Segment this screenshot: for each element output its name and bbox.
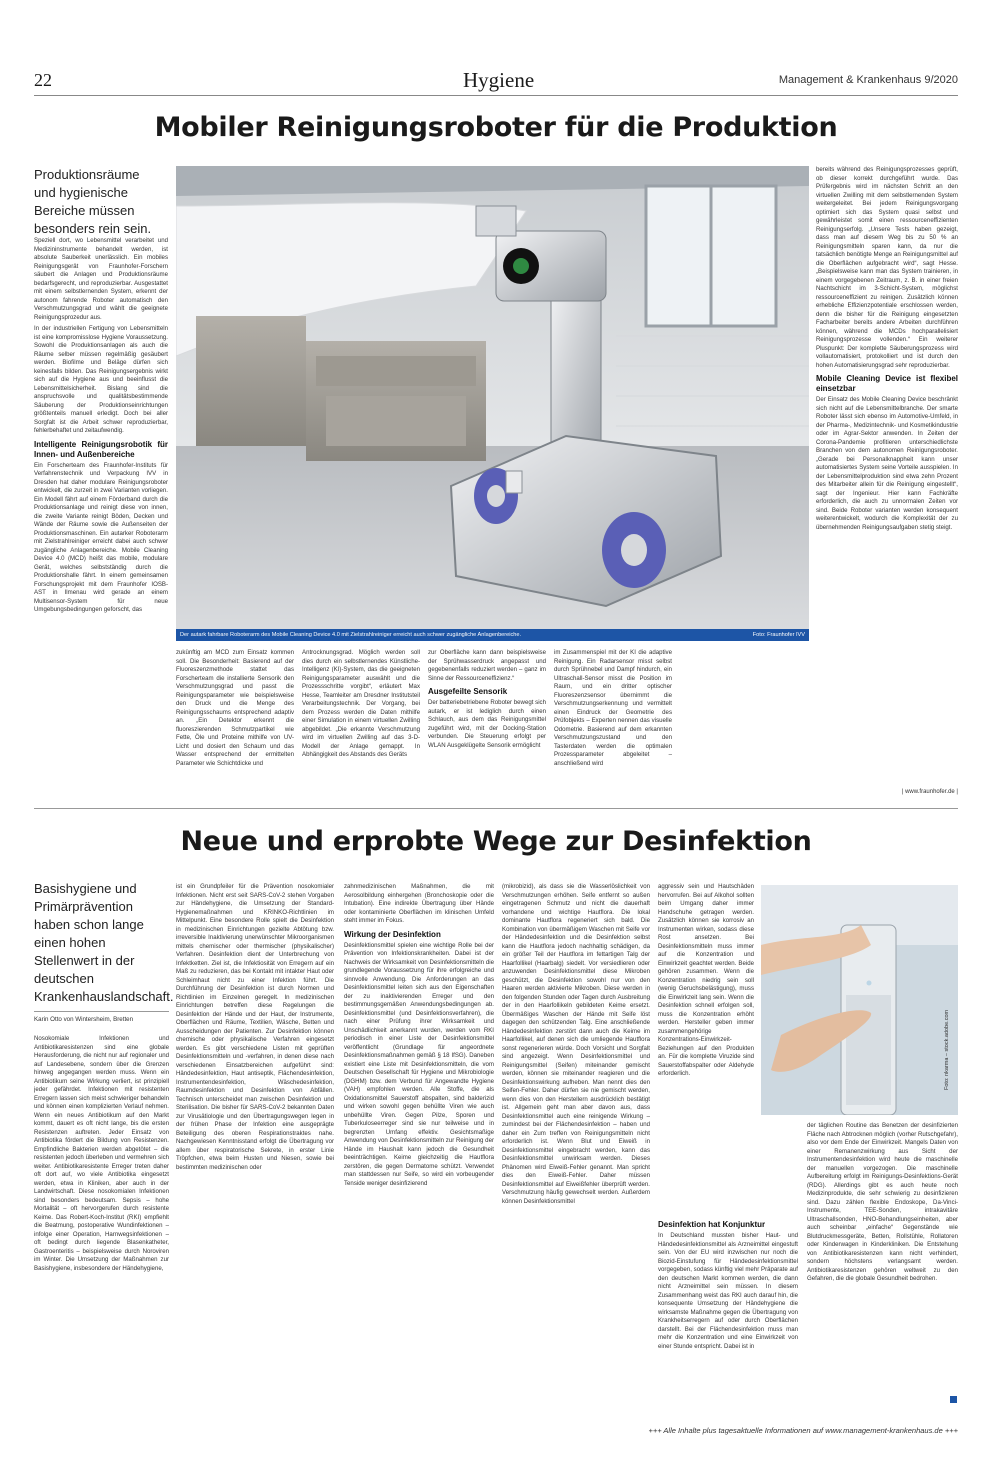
article2-col5b (658, 1216, 798, 1415)
photo2-credit: Foto: nkarma – stock.adobe.com (944, 1009, 950, 1090)
article2-title: Neue und erprobte Wege zur Desinfektion (180, 826, 812, 857)
paragraph: der täglichen Routine das Benetzen der desinfizierten Fläche nach Abtrocknen möglich (vorher Rutschgefahr), also vor dem Ende der Einwirkzeit. Mangels Daten von einer Remanenzwirkung aus Sicht der Instrumentendesinfektion wird heute die maschinelle der manuellen vorgezogen. Die maschinelle Aufbereitung erfolgt im Reinigungs-Desinfektions-Gerät (RDG). Allerdings gibt es auch heute noch Medizinprodukte, die sehr schwierig zu desinfizieren sind. Dazu zählen flexible Endoskope, Da-Vinci-Instrumente, TEE-Sonden, intrakavitäre Ultraschallsonden, HNO-Behandlungseinheiten, aber auch scheinbar „einfache“ Gegenstände wie Blutdruckmessgeräte, Betten, Rollstühle, Rollatoren oder Kinderwagen in Kinderkliniken. Die Entstehung von Antibiotikaresistenzen kann nicht verhindert, sondern höchstens verlangsamt werden. Antibiotikaresistenzen gehören weltweit zu den Gefahren, die die globale Gesundheit bedrohen. (807, 1122, 958, 1282)
paragraph: Der batteriebetriebene Roboter bewegt sich autark, er ist lediglich durch einen Schlauch, aus dem das Reinigungsmittel zugeführt wird, mit der Docking-Station verbunden. Die Steuerung erfolgt per WLAN Ausgeklügelte Sensorik ermöglicht (428, 699, 546, 749)
paragraph: zahnmedizinischen Maßnahmen, die mit Aerosolbildung einhergehen (Bronchoskopie oder die Intubation). Eine indirekte Übertragung über Hände oder kontaminierte Oberflächen im klinischen Umfeld steht immer im Fokus. (344, 883, 494, 924)
paragraph: In der industriellen Fertigung von Lebensmitteln ist eine kompromisslose Hygiene Voraussetzung. Sowohl die Produktionsanlagen als auch die Räume selber müssen regelmäßig gesäubert werden. Biofilme und Beläge dürfen sich keinesfalls bilden. Das Reinigungsergebnis wirkt sich auf die Hygiene aus und beeinflusst die Lebensmittelsicherheit. Bislang sind die anspruchsvolle und qualitätsbestimmende Säuberung der Produktionseinrichtungen größtenteils manuell erledigt. Doch bei aller Sorgfalt ist die Arbeit schwer reproduzierbar, fehlerbehaftet und zeitaufwendig. (34, 325, 168, 434)
article1-title: Mobiler Reinigungsroboter für die Produktion (154, 112, 838, 143)
paragraph: im Zusammenspiel mit der KI die adaptive Reinigung. Ein Radarsensor misst selbst durch Sprühnebel und Dampf hindurch, ein Ultraschall-Sensor misst die Position im Raum, und ein dritter optischer Fluoreszenzsensor übernimmt die Verschmutzungserkennung und vermittelt einen Eindruck der Geometrie des Prüfobjekts – Experten nennen das visuelle Odometrie. Basierend auf dem erkannten Verschmutzungszustand und den Tasterdaten werden die optimalen Prozessparameter abgeleitet – anschließend wird (554, 649, 672, 767)
hand-disinfection-photo (761, 885, 958, 1115)
subheading: Ausgefeilte Sensorik (428, 687, 508, 696)
photo-caption (176, 629, 809, 641)
article1-col3 (302, 649, 420, 799)
paragraph: Nosokomiale Infektionen und Antibiotikaresistenzen sind eine globale Herausforderung, die nicht nur auf regionaler und auf Landesebene, sondern über die Grenzen hinweg angegangen werden muss. Wenn ein Antibiotikum seine Wirkung verliert, ist prinzipiell jeder gefährdet. Infektionen mit resistenten Erregern lassen sich meist schwieriger behandeln und können einen komplizierten Verlauf nehmen. Wenn ein neues Antibiotikum auf den Markt kommt, dauert es oft nicht lange, bis die ersten Resistenzen auftreten. Jeder Einsatz von Antibiotika fördert die Bildung von Resistenzen. Empfindliche Bakterien werden abgetötet – die resistenten jedoch überleben und vermehren sich weiter. Antibiotikaresistente Erreger treten daher oft dort auf, wo viele Antibiotika eingesetzt werden, etwa in Kliniken, aber auch in der Landwirtschaft. Diese nosokomialen Infektionen sind besonders bedeutsam. Sepsis – hohe Mortalität – oft hervorgerufen durch resistente Keime. Das Robert-Koch-Institut (RKI) empfiehlt die Beatmung, postoperative Wundinfektionen – infolge einer Operation, Harnwegsinfektionen – oft bedingt durch liegende Blasenkatheter, Gastroenteritis – beispielsweise durch Noroviren im Winter. Die Umsetzung der Maßnahmen zur Basishygiene, insbesondere der Händehygiene, (34, 1035, 169, 1272)
paragraph: Der Einsatz des Mobile Cleaning Device beschränkt sich nicht auf die Lebensmittelbranche. Der smarte Roboter lässt sich ebenso im Automotive-Umfeld, in der Pharma-, Medizintechnik- und Kosmetikindustrie oder im Agrar-Sektor anwenden. In Zeiten der Corona-Pandemie profitieren unterschiedlichste Branchen von dem autonomen Reinigungsroboter. „Gerade bei Personalknappheit kann unser automatisiertes System seine Vorteile ausspielen. In der Lebensmittelproduktion sind etwa zehn Prozent des Mitarbeiter allein für die Reinigung eingestellt“, sagt der Ingenieur. Hier kann Fachkräfte erforderlich, die auch zu unnormalen Zeiten vor sind. Beide Roboter varianten werden konsequent weiterentwickelt, wodurch die Komplexität der zu übernehmenden Reinigungsaufgaben stetig steigt. (816, 396, 958, 531)
caption-text: Der autark fahrbare Roboterarm des Mobile Cleaning Device 4.0 mit Zielstrahlreiniger erreicht auch schwer zugängliche Anlagenbereiche. (180, 632, 522, 638)
subheading: Mobile Cleaning Device ist flexibel einsetzbar (816, 374, 958, 393)
hand-dispenser-illustration (761, 885, 958, 1115)
author-rule (34, 1011, 169, 1012)
article1-col1 (34, 237, 168, 792)
paragraph: Desinfektionsmittel spielen eine wichtige Rolle bei der Prävention von Infektionskrankheiten. Dabei ist der Nachweis der Wirksamkeit von Desinfektionsmitteln die grundlegende Voraussetzung für ihre erfolgreiche und sinnvolle Anwendung. Die Anforderungen an das Desinfektionsmittel leiten sich aus den Eigenschaften der zu inaktivierenden Erreger und den bestimmungsgemäßen Anwendungsbedingungen ab. Desinfektionsmittel (und Desinfektionsverfahren), die nach einer Prüfung ihrer Wirksamkeit und Unschädlichkeit anerkannt wurden, werden vom RKI periodisch in einer Liste der Desinfektionsmittel veröffentlicht (Grundlage für angeordnete Desinfektionsmaßnahmen gemäß § 18 IfSG). Daneben existiert eine Liste mit Desinfektionsmitteln, die vom Deutschen Gesellschaft für Hygiene und Mikrobiologie (DGHM) bzw. dem Verbund für Angewandte Hygiene (VAH) empfohlen werden. Alle Stoffe, die als Oxidationsmittel Sauerstoff abspalten, sind bakterizid und wirken sowohl gegen behüllte Viren wie auch unbehüllte Viren. Gegen Pilze, Sporen und Tuberkuloseerreger sind sie nur teilweise und in begrenzten Umfang effektiv. Gesichtsmaßige Anwendung von Desinfektionsmitteln zur Reinigung der Hände im Haushalt kann jedoch die Gesundheit beeinträchtigen. Keime gleichzeitig die Hautflora zerstören, die gegen Dermatome schützt. Verwendet man stattdessen nur Seife, so wird ein vorbeugender Tenside weniger desinfizierend (344, 941, 494, 1187)
article2-col3 (344, 883, 494, 1415)
article2-col1 (34, 1035, 169, 1415)
article1-lead: Produktionsräume und hygienische Bereiche müssen besonders rein sein. (34, 167, 152, 236)
article1-source: | www.fraunhofer.de | (901, 789, 958, 795)
author-line: Karin Otto von Wintersheim, Bretten (34, 1016, 134, 1023)
subheading: Intelligente Reinigungsrobotik für Innen- und Außenbereiche (34, 439, 168, 459)
paragraph: Ein Forscherteam des Fraunhofer-Instituts für Verfahrenstechnik und Verpackung IVV in Dresden hat daher modulare Reinigungsroboter entwickelt, die zurzeit in zwei Varianten vorliegen. Ein Modell fährt auf einem Förderband durch die Produktionsanlage und reinigt diese von innen, die zweite Variante reinigt Böden, Decken und Wände der Räume sowie die Außenseiten der Produktionsmaschinen. Ein autarker Roboterarm mit Zielstrahlreiniger erreicht dabei auch schwer zugängliche Anlagenbereiche. Mobile Cleaning Device 4.0 (MCD) heißt das mobile, modulare Gerät, welches selbstständig durch die Produktionshalle fährt. In einem gemeinsamen Forschungsprojekt mit dem Fraunhofer IOSB-AST in Ilmenau wird gerade an einem Multisensor-System für neue Umgebungsbedingungen geforscht, das (34, 461, 168, 613)
robot-illustration (176, 166, 809, 629)
paragraph: Speziell dort, wo Lebensmittel verarbeitet und Medizininstrumente behandelt werden, ist absolute Sauberkeit unerlässlich. Ein mobiles Reinigungsgerät von Fraunhofer-Forschern säubert die Anlagen und Produktionsräume bedarfsgerecht, und reproduzierbar. Ausgestattet mit einem selbstlernenden System, erkennt der autonom fahrende Roboter automatisch den Verschmutzungsgrad und wählt die geeignete Reinigungsprozedur aus. (34, 237, 168, 321)
page-number: 22 (34, 70, 52, 90)
article2-col2 (176, 883, 334, 1415)
article-divider (34, 808, 958, 809)
paragraph: ist ein Grundpfeiler für die Prävention nosokomialer Infektionen. Nicht erst seit SARS-CoV-2 stehen Vorgaben zur Händehygiene, die Umsetzung der Standard-Hygienemaßnahmen und KRINKO-Richtlinien im Mittelpunkt. Eine besondere Rolle spielt die Desinfektion in medizinischen Einrichtungen gezielte Abtötung bzw. irreversible Inaktivierung unerwünschter Mikroorganismen mittels chemischer oder thermischer (physikalischer) Verfahren. Desinfektion dient der Unterbrechung von Infektketten. Ziel ist, die Infektiosität von Erregern auf ein Maß zu reduzieren, das bei Kontakt mit intakter Haut oder Schleimhaut nicht zu einer Infektion führt. Die Durchführung der Desinfektion ist durch Normen und Richtlinien im Einzelnen geregelt. In medizinischen Einrichtungen betreffen diese Regelungen die Desinfektion der Hände und der Haut, der Instrumente, Oberflächen und Räume, Textilien, Wäsche, Betten und Ausscheidungen der Patienten. Zur Desinfektion können chemische oder physikalische Verfahren eingesetzt werden. Es gibt verschiedene Listen mit geprüften Desinfektionsmitteln und -verfahren, in denen diese nach verschiedenen Einsatzbereichen aufgeführt sind: Händedesinfektion, Haut antiseptik, Flächendesinfektion, Instrumentendesinfektion, Wäschedesinfektion, Raumdesinfektion und Desinfektion von Abfällen. Technisch unterscheidet man zwischen Desinfektion und Sterilisation. Die bisher für SARS-CoV-2 bekannten Daten zur Virusätiologie und den Übertragungswegen legen in der frühen Phase der Infektion eine ausgeprägte Beteiligung des oberen Respirationstraktes nahe. Nachgewiesen Kenntnisstand erfolgt die Übertragung vor allem über respiratorische Sekrete, in erster Linie Tröpfchen, etwa beim Husten und Niesen, sowie bei bestimmten medizinischen oder (176, 883, 334, 1171)
paragraph: aggressiv sein und Hautschäden hervorrufen. Bei auf Alkohol sollten beim Umgang daher immer Handschuhe getragen werden. Zusätzlich können sie korrosiv an Instrumenten wirken, sodass diese Rost ansetzen. Bei Desinfektionsmitteln muss immer auf die Konzentration und Einwirkzeit geachtet werden. Beide gehören zusammen. Wenn die Konzentration niedrig sein soll (wenig Geruchsbelästigung), muss die Einwirkzeit lang sein. Wenn die Desinfektion schnell erfolgen soll, muss die Konzentration erhöht werden. Hersteller geben immer zusammengehörige Konzentrations-Einwirkzeit-Beziehungen auf den Produkten an. Für die komplette Viruzide sind Sauerstoffabspalter oder Aldehyde erforderlich. (658, 883, 754, 1077)
article2-col6 (807, 1122, 958, 1392)
subheading: Desinfektion hat Konjunktur (658, 1220, 766, 1229)
publication-info: Management & Krankenhaus 9/2020 (778, 74, 958, 86)
paragraph: bereits während des Reinigungsprozesses geprüft, ob dieser korrekt durchgeführt wurde. Das Prüfergebnis wird im nächsten Schritt an den virtuellen Zwilling mit dem selbstlernenden System weitergeleitet. Bei jedem Reinigungsvorgang optimiert sich das System quasi selbst und gewährleistet somit einen ressourceneffizienten Reinigungserfolg. „Unsere Tests haben gezeigt, dass man auf diesem Weg bis zu 50 % an Reinigungsmitteln sparen kann, da nur die tatsächlich benötigte Menge an Reinigungsmittel auf die Oberflächen aufgebracht wird“, sagt Hesse. „Beispielsweise kann man das System trainieren, in einem vorgegebenen Zeitraum, z. B. in einer freien Nachtschicht im 3-Schicht-System, möglichst ressourceneffizient zu reinigen. Zusätzlich können erhebliche Effizienzpotentiale erschlossen werden, denn die bisher für die Reinigung eingesetzten Facharbeiter bereits andere Arbeiten durchführen können, während die MCDs hochparallelisiert Reinigungsprozesse vollenden.“ Ein weiterer Pluspunkt: Der komplette Säuberungsprozess wird vollautomatisiert, protokolliert und ist durch den hohen Automatisierungsgrad sehr reproduzierbar. (816, 166, 958, 369)
article2-col4 (502, 883, 650, 1415)
article1-col6 (816, 166, 958, 786)
article-end-marker (950, 1396, 957, 1403)
paragraph: zukünftig am MCD zum Einsatz kommen soll. Die Besonderheit: Basierend auf der Fluoreszenzmethode stattet das Forscherteam die installierte Sensorik den Verschmutzungsgrad und passt die Reinigungsparameter wie beispielsweise den Druck und die Menge des Reinigungsschaums entsprechend adaptiv an. „Ein Detektor erkennt die fluoreszierenden Schmutzpartikel wie Fette, Öle und Proteine mithilfe von UV-Licht und dosiert den Schaum und das Wasser entsprechend der ermittelten Parameter wie Schichtdicke und (176, 649, 294, 767)
robot-photo (176, 166, 809, 629)
article1-col5 (554, 649, 672, 799)
footer-text[interactable]: +++ Alle Inhalte plus tagesaktuelle Informationen auf www.management-krankenhaus.de +++ (648, 1426, 958, 1435)
section-title: Hygiene (463, 68, 535, 92)
paragraph: zur Oberfläche kann dann beispielsweise der Sprühwasserdruck angepasst und gegebenenfalls reduziert werden – ganz im Sinne der Ressourceneffizienz.“ (428, 649, 546, 682)
subheading: Wirkung der Desinfektion (344, 929, 441, 939)
article2-lead: Basishygiene und Primärprävention haben schon lange einen hohen Stellenwert in der deutschen Krankenhauslandschaft. (34, 881, 174, 1004)
paragraph: Antrocknungsgrad. Möglich werden soll dies durch ein selbstlernendes Künstliche-Intelligenz (KI)-System, das die geeigneten Reinigungsparameter auswählt und die Prozessschritte vorgibt“, erläutert Max Hesse, Teamleiter am Dresdner Institutsteil Verarbeitungstechnik. Der Vorgang, bei dem Prozess werden die Daten mithilfe einer Simulation in einem virtuellen Zwilling abgebildet. „Die erkannte Verschmutzung wird im virtuellen Zwilling auf das 3-D-Modell der Anlage gemappt. In Abhängigkeit des Abstands des Geräts (302, 649, 420, 758)
article2-col5a (658, 883, 754, 1213)
header-rule (34, 95, 958, 96)
photo-credit: Foto: Fraunhofer IVV (752, 632, 805, 638)
paragraph: (mikrobizid), als dass sie die Wasserlöslichkeit von Verschmutzungen erhöhen. Seife entfernt so außen eingetragenen Schmutz und nicht die dauerhaft vorhandene und wichtige Hautflora. Die lokal dominante Hautflora regeneriert sich bald. Die Kombination von übermäßigem Waschen mit Seife vor der Händedesinfektion und die Desinfektion selbst kann die Hautflora jedoch nachhaltig schädigen, da ein größer Teil der Hautflora im fettartigen Talg der Haarfollikel (Haarbalg) siedelt. Vor versiedlieren oder anzuwenden Desinfektionsmittel diese Mikroben geschützt, die Desinfektion sowohl nur von den Haaren werden aktivierte Mikroben. Diese werden in den folgenden Stunden oder Tagen durch Ausbreitung der in den Haarfollikeln gebildeten Keime ersetzt. Übermäßiges Waschen der Hände mit Seife löst dagegen den schützenden Talg. Eine anschließende Händedesinfektion zerstört dann auch die Keime im Haarfollikel, auf denen sich die umliegende Hautflora sonst regenerieren würde. Doch Vorsicht und Sorgfalt sind angezeigt. Wenn Desinfektionsmittel und Reinigungsmittel (Seifen) miteinander gemischt werden, können sie miteinander reagieren und die Desinfektionswirkung aufheben. Man nennt dies den Seifen-Fehler. Daher dürfen sie nie gemischt werden, wenn dies von den Herstellern ausdrücklich bestätigt ist. Allgemein geht man aber davon aus, dass Desinfektionsmittel auch eine reinigende Wirkung – zumindest bei der Flächendesinfektion – haben und daher ein Zum treffen von Reinigungsmitteln nicht erforderlich ist. Wenn Blut und Eiweiß in Desinfektionsmittel eingebracht werden, kann das Desinfektionsmittel unwirksam werden. Dieses Phänomen wird Eiweiß-Fehler genannt. Man spricht dies den Eiweiß-Fehler. Daher müssen Desinfektionsmittel auf Eiweißfehler überprüft werden. Verschmutzung häufig gewechselt werden. Außerdem können Desinfektionsmittel (502, 883, 650, 1205)
paragraph: In Deutschland mussten bisher Haut- und Händedesinfektionsmittel als Arzneimittel eingestuft sein. Von der EU wird inzwischen nur noch die Biozid-Einstufung für Händedesinfektionsmittel vorgegeben, sodass künftig viel mehr Präparate auf den deutschen Markt kommen werden, die dann nicht Arzneimittel sein müssen. In diesem Zusammenhang weist das RKI auch darauf hin, die konsequente Umsetzung der Händehygiene die wirksamste Maßnahme gegen die Übertragung von Krankheitserregern auf oder durch Oberflächen darstellt. Bei der Flächendesinfektion muss man mehr die Konzentration und eine Einwirkzeit von einer Stunde entspricht. Dabei ist in (658, 1232, 798, 1350)
article1-col2 (176, 649, 294, 799)
article1-col4 (428, 649, 546, 799)
